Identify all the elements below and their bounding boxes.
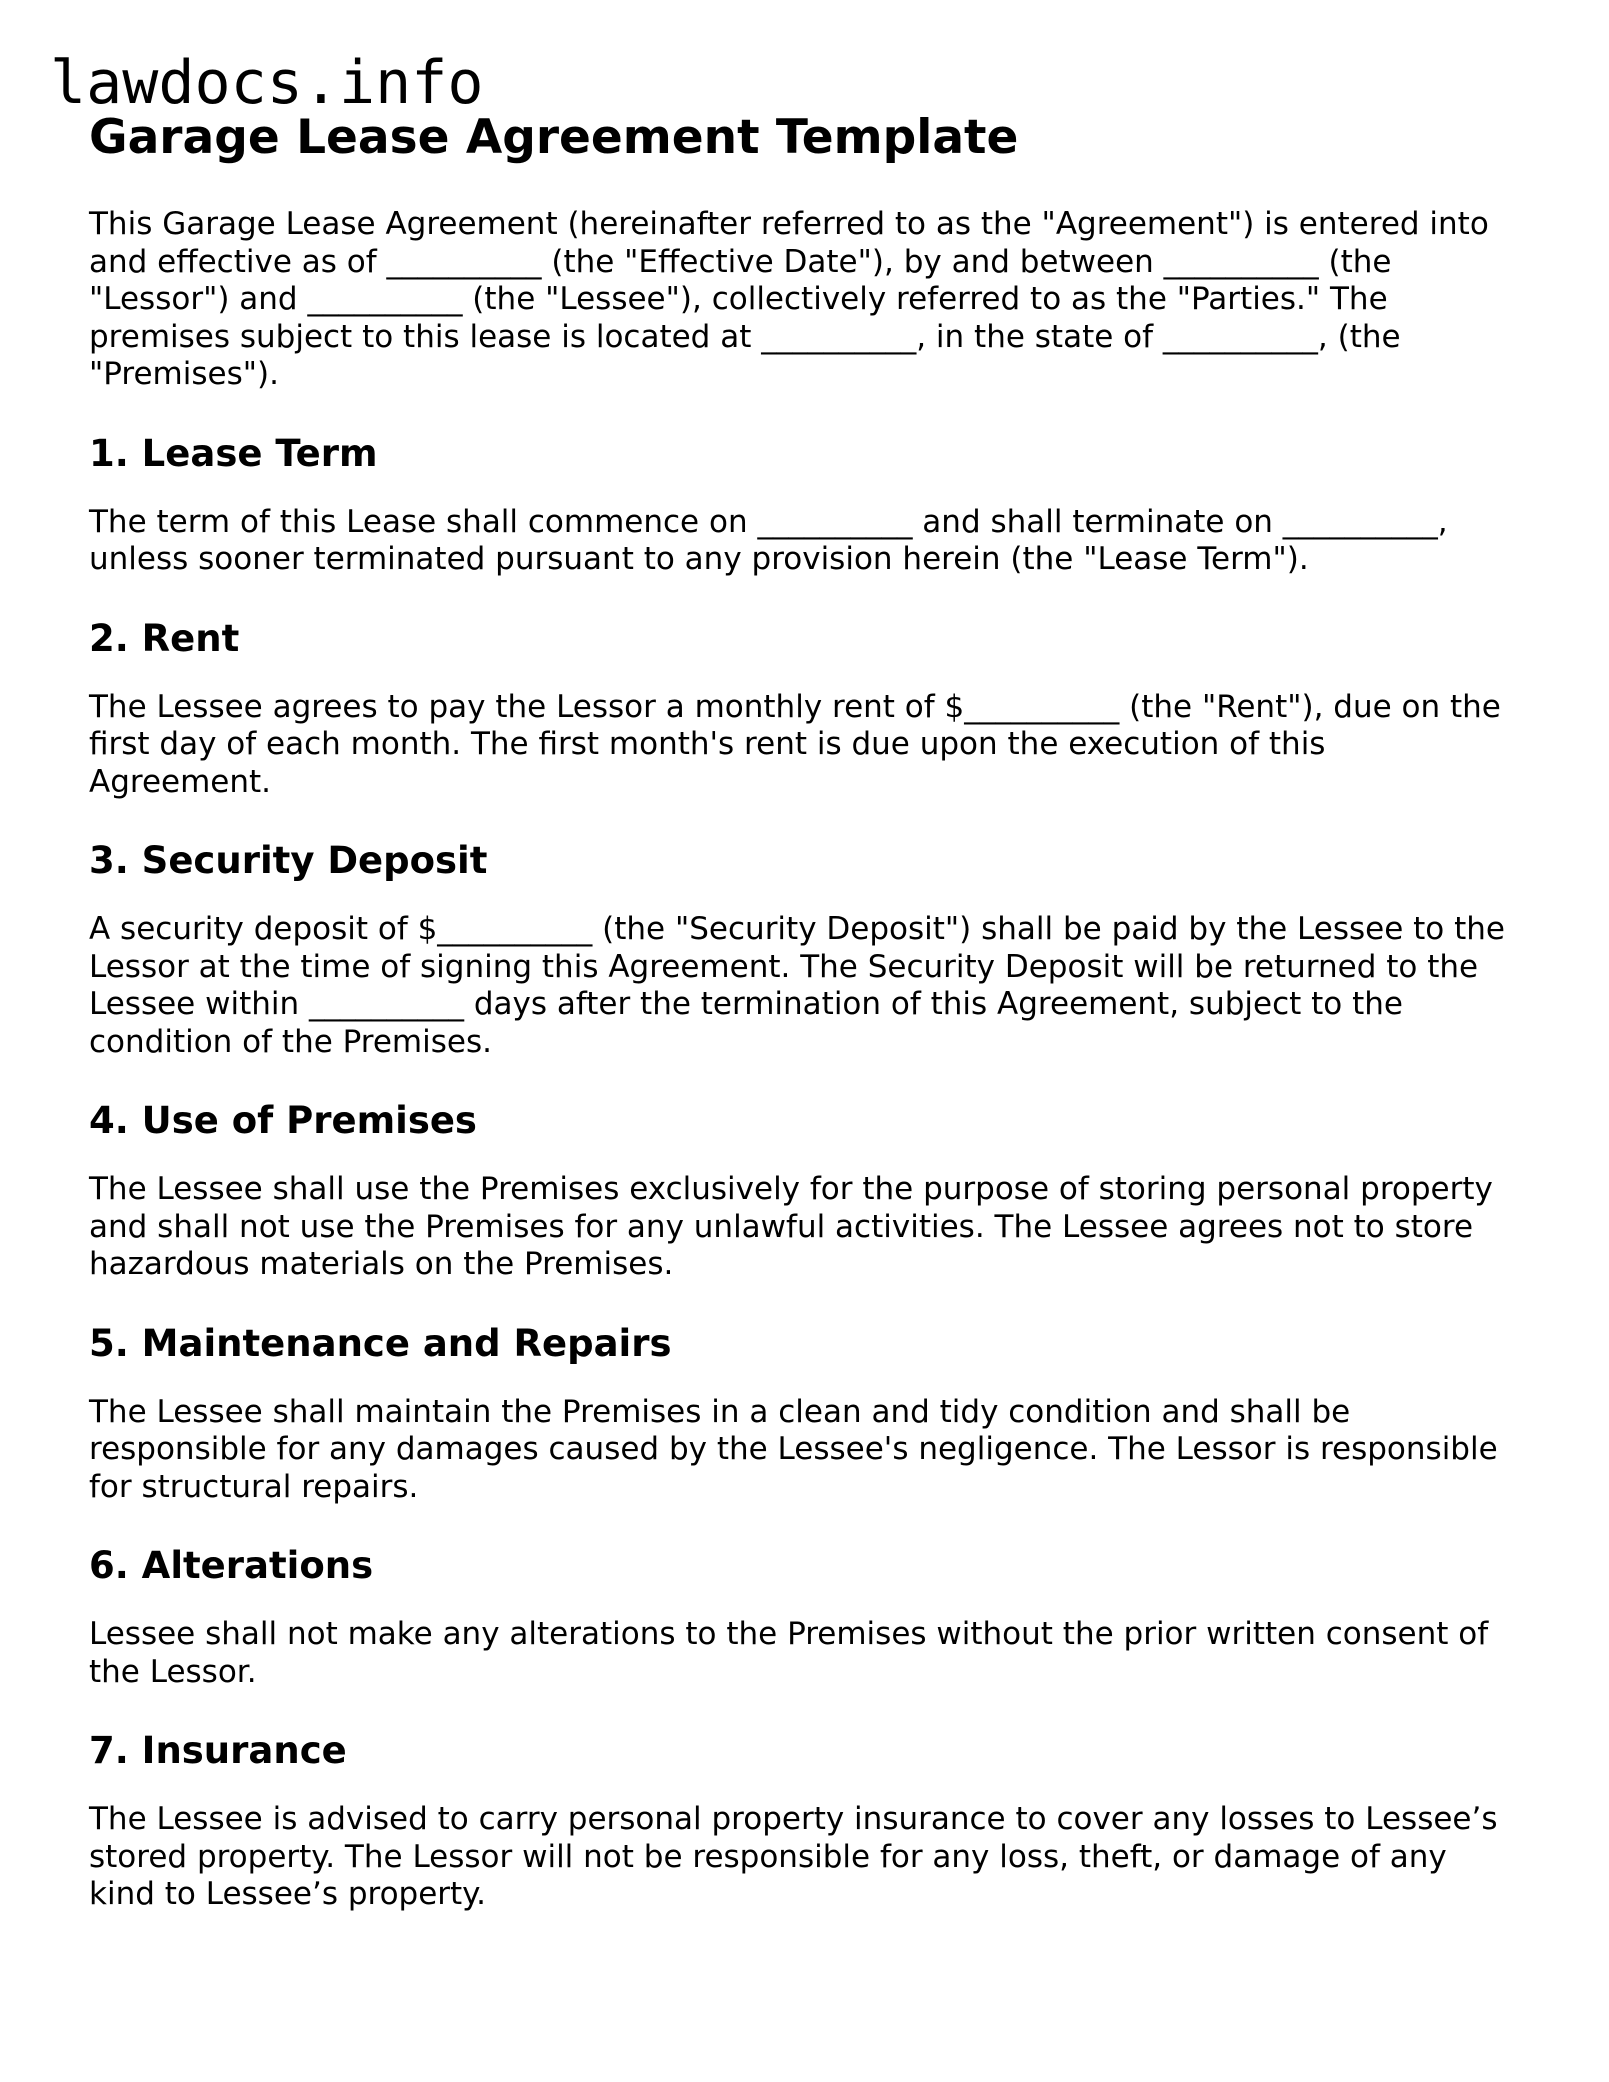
section-use-of-premises <box>89 1097 1539 1284</box>
section-body: The Lessee shall use the Premises exclusively for the purpose of storing personal property and shall not use the Premises for any unlawful activities. The Lessee agrees not to store hazardous materials on the Premises. <box>89 1171 1493 1282</box>
section-heading: 4. Use of Premises <box>89 1099 477 1142</box>
section-heading: 1. Lease Term <box>89 431 378 475</box>
section-rent <box>89 615 1539 802</box>
section-heading: 7. Insurance <box>89 1729 347 1772</box>
section-insurance <box>89 1727 1539 1914</box>
section-security-deposit <box>89 837 1539 1061</box>
document-title: Garage Lease Agreement Template <box>89 110 1019 165</box>
document-page <box>89 108 1539 1914</box>
section-heading: 3. Security Deposit <box>89 839 488 882</box>
section-alterations <box>89 1542 1539 1691</box>
intro-paragraph: This Garage Lease Agreement (hereinafter referred to as the "Agreement") is entered into and effective as of __________ (the "Effective Date"), by and between __________ (the "Lessor") and __________ (the "Lessee"), collectively referred to as the "Parties." The premises subject to this lease is located at __________, in the state of __________, (the "Premises"). <box>89 206 1489 392</box>
section-body: The Lessee is advised to carry personal property insurance to cover any losses to Lessee’s stored property. The Lessor will not be responsible for any loss, theft, or damage of any kind to Lessee’s property. <box>89 1801 1498 1912</box>
section-heading: 5. Maintenance and Repairs <box>89 1321 672 1365</box>
section-body: A security deposit of $__________ (the "Security Deposit") shall be paid by the Lessee to the Lessor at the time of signing this Agreement. The Security Deposit will be returned to the Lessee within __________ days after the termination of this Agreement, subject to the condition of the Premises. <box>89 911 1505 1060</box>
section-lease-term <box>89 430 1539 579</box>
section-body: The term of this Lease shall commence on __________ and shall terminate on __________, unless sooner terminated pursuant to any provision herein (the "Lease Term"). <box>89 503 1448 577</box>
section-maintenance-and-repairs <box>89 1320 1539 1507</box>
section-heading: 2. Rent <box>89 616 240 660</box>
section-body: The Lessee agrees to pay the Lessor a monthly rent of $__________ (the "Rent"), due on the first day of each month. The first month's rent is due upon the execution of this Agreement. <box>89 688 1501 800</box>
section-body: Lessee shall not make any alterations to the Premises without the prior written consent of the Lessor. <box>89 1616 1489 1690</box>
section-heading: 6. Alterations <box>89 1544 374 1587</box>
site-watermark: lawdocs.info <box>50 48 484 118</box>
section-body: The Lessee shall maintain the Premises in a clean and tidy condition and shall be responsible for any damages caused by the Lessee's negligence. The Lessor is responsible for structural repairs. <box>89 1393 1498 1505</box>
